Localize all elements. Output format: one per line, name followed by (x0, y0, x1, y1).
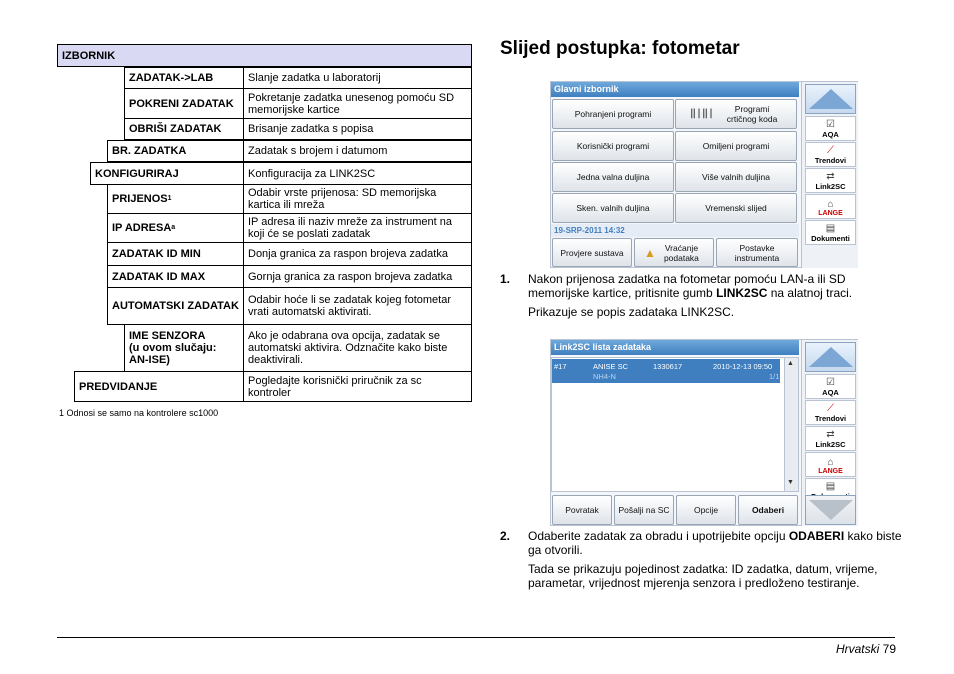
menu-desc: Ako je odabrana ova opcija, zadatak se automatski aktivira. Odznačite kako biste deaktivirali. (243, 324, 472, 372)
menu-desc: IP adresa ili naziv mreže za instrument na koji će se poslati zadatak (243, 213, 472, 243)
menu-desc: Slanje zadatka u laboratorij (243, 67, 472, 89)
system-checks-button[interactable]: Provjere sustava (552, 238, 632, 267)
toolbar (801, 82, 858, 268)
menu-desc: Zadatak s brojem i datumom (243, 140, 472, 162)
home-icon: ⌂ (827, 199, 834, 210)
menu-key: ZADATAK ID MIN (107, 242, 244, 266)
home-icon: ⌂ (827, 457, 834, 468)
stored-programs-button[interactable]: Pohranjeni programi (552, 99, 674, 129)
menu-key: KONFIGURIRAJ (90, 162, 244, 185)
step-text: Odaberite zadatak za obradu i upotrijebite opciju ODABERI kako biste ga otvorili. (528, 529, 902, 557)
menu-key: ZADATAK ID MAX (107, 265, 244, 288)
step-number: 2. (500, 529, 511, 543)
step-result: Tada se prikazuju pojedinost zadatka: ID zadatka, datum, vrijeme, parametar, vrijednost mjerenja senzora i predloženo testiranje. (528, 562, 878, 590)
user-programs-button[interactable]: Korisnički programi (552, 131, 674, 161)
trends-button[interactable]: ⟋ Trendovi (805, 400, 856, 425)
footer-language: Hrvatski (835, 642, 880, 656)
menu-desc: Brisanje zadatka s popisa (243, 118, 472, 140)
favorite-programs-button[interactable]: Omiljeni programi (675, 131, 797, 161)
time-course-button[interactable]: Vremenski slijed (675, 193, 797, 223)
menu-key: BR. ZADATKA (107, 140, 244, 162)
step-result: Prikazuje se popis zadataka LINK2SC. (528, 305, 735, 319)
menu-desc: Odabir hoće li se zadatak kojeg fotometar vrati automatski aktivirati. (243, 287, 472, 325)
menu-key: AUTOMATSKI ZADATAK (107, 287, 244, 325)
lange-button[interactable]: ⌂ LANGE (805, 452, 856, 477)
scroll-down-icon[interactable]: ▼ (787, 479, 794, 486)
menu-desc: Pokretanje zadatka unesenog pomoću SD memorijske kartice (243, 88, 472, 119)
menu-key: IME SENZORA (u ovom slučaju: AN-ISE) (124, 324, 244, 372)
documents-button[interactable]: ▤ Dokumenti (805, 220, 856, 245)
options-button[interactable]: Opcije (676, 495, 736, 525)
menu-key: ZADATAK->LAB (124, 67, 244, 89)
document-icon: ▤ (825, 481, 836, 492)
menu-key: PRIJENOS 1 (107, 184, 244, 214)
menu-desc: Konfiguracija za LINK2SC (243, 162, 472, 185)
task-list[interactable] (551, 357, 799, 492)
step-number: 1. (500, 272, 511, 286)
network-icon: ⇄ (826, 171, 835, 182)
menu-key: IP ADRESA a (107, 213, 244, 243)
menu-desc: Donja granica za raspon brojeva zadatka (243, 242, 472, 266)
send-to-sc-button[interactable]: Pošalji na SC (614, 495, 674, 525)
scroll-up-icon[interactable]: ▲ (787, 360, 794, 367)
network-icon: ⇄ (826, 429, 835, 440)
screen-title: Link2SC lista zadataka (551, 340, 799, 355)
menu-desc: Gornja granica za raspon brojeva zadatka (243, 265, 472, 288)
link2sc-button[interactable]: ⇄ Link2SC (805, 426, 856, 451)
date-time: 19-SRP-2011 14:32 (551, 224, 799, 237)
aqa-button[interactable]: ☑ AQA (805, 116, 856, 141)
select-button[interactable]: Odaberi (738, 495, 798, 525)
aqa-button[interactable]: ☑ AQA (805, 374, 856, 399)
menu-key: OBRIŠI ZADATAK (124, 118, 244, 140)
menu-header: IZBORNIK (57, 44, 472, 67)
section-title: Slijed postupka: fotometar (500, 38, 740, 59)
trend-icon: ⟋ (827, 145, 834, 156)
footnote: 1 Odnosi se samo na kontrolere sc1000 (59, 408, 219, 418)
scroll-up-button[interactable] (805, 342, 856, 372)
menu-desc: Pogledajte korisnički priručnik za sc kontroler (243, 371, 472, 402)
page-footer (836, 642, 896, 656)
arrow-down-icon (809, 500, 853, 520)
scrollbar[interactable] (784, 358, 798, 491)
menu-table (57, 44, 472, 402)
menu-desc: Odabir vrste prijenosa: SD memorijska kartica ili mreža (243, 184, 472, 214)
scroll-up-button[interactable] (805, 84, 856, 114)
link2sc-task-list-screen (550, 339, 858, 526)
barcode-icon: ‖|‖| (689, 108, 715, 119)
multi-wavelength-button[interactable]: Više valnih duljina (675, 162, 797, 192)
single-wavelength-button[interactable]: Jedna valna duljina (552, 162, 674, 192)
trend-icon: ⟋ (827, 403, 834, 414)
lange-button[interactable]: ⌂ LANGE (805, 194, 856, 219)
screen-title: Glavni izbornik (551, 82, 799, 97)
arrow-up-icon (809, 89, 853, 109)
footer-divider (57, 637, 895, 638)
menu-key: POKRENI ZADATAK (124, 88, 244, 119)
main-menu-screen (550, 81, 858, 268)
arrow-up-icon (809, 347, 853, 367)
trends-button[interactable]: ⟋ Trendovi (805, 142, 856, 167)
document-icon: ▤ (825, 223, 836, 234)
recall-data-button[interactable]: ▲ Vraćanje podataka (634, 238, 714, 267)
page-number: 79 (882, 642, 896, 656)
barcode-programs-button[interactable]: ‖|‖| Programi crtičnog koda (675, 99, 797, 129)
folder-icon: ▲ (644, 245, 656, 260)
wavelength-scan-button[interactable]: Sken. valnih duljina (552, 193, 674, 223)
step-text: Nakon prijenosa zadatka na fotometar pomoću LAN-a ili SD memorijske kartice, pritisnite gumb LINK2SC na alatnoj traci. (528, 272, 853, 300)
task-row[interactable]: #17 ANISE SC 1330617 2010-12-13 09:50 NH4-N 1/1 (552, 359, 780, 383)
scroll-down-button[interactable] (805, 495, 856, 525)
menu-key: PREDVIDANJE (74, 371, 244, 402)
checklist-icon: ☑ (826, 377, 835, 388)
checklist-icon: ☑ (826, 119, 835, 130)
toolbar (801, 340, 858, 526)
back-button[interactable]: Povratak (552, 495, 612, 525)
instrument-setup-button[interactable]: Postavke instrumenta (716, 238, 798, 267)
link2sc-button[interactable]: ⇄ Link2SC (805, 168, 856, 193)
